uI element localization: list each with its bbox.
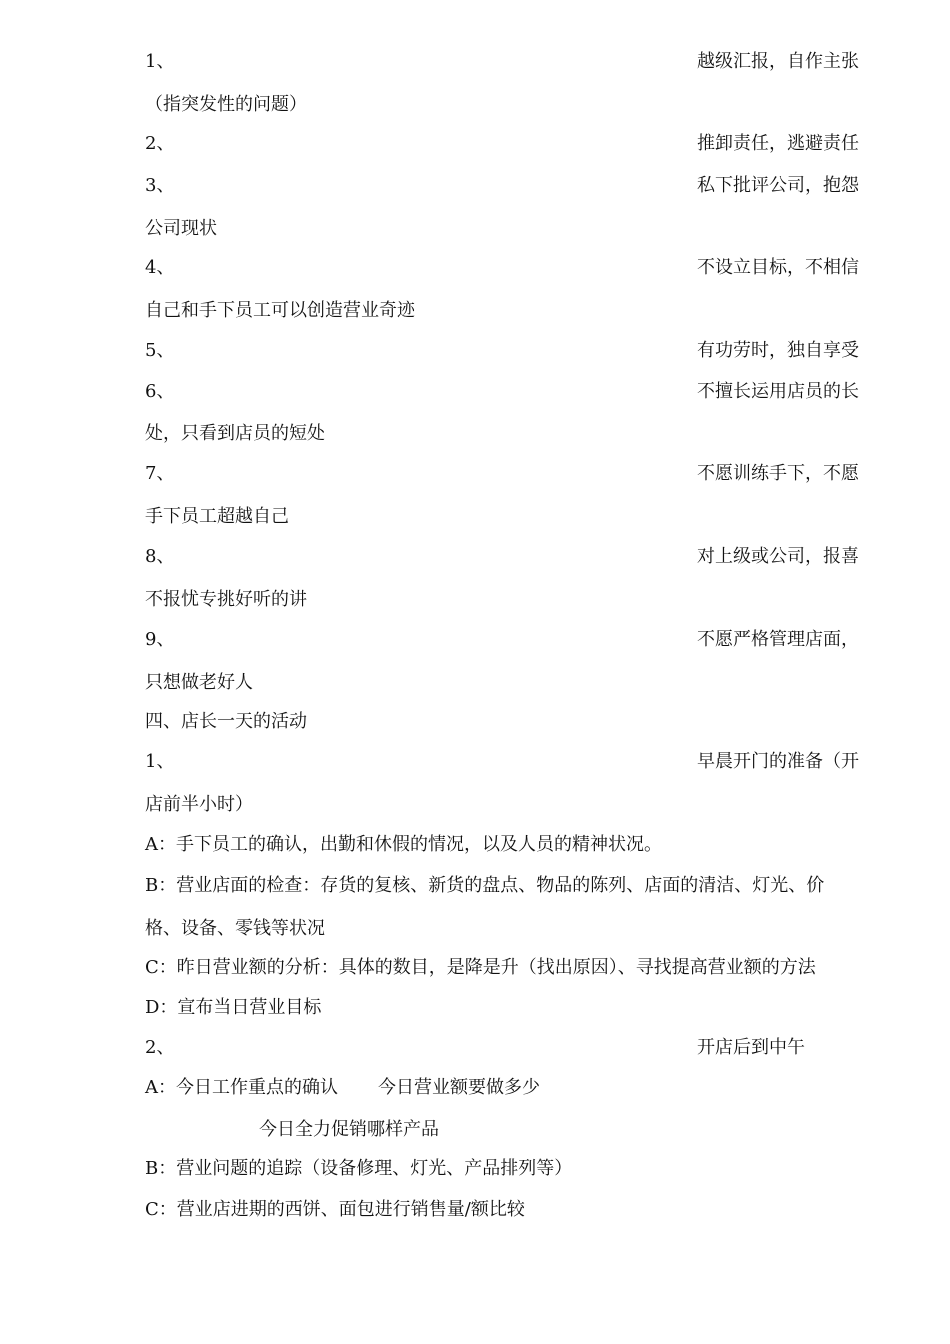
item-1-continuation (0, 92, 950, 118)
item-2 (0, 131, 950, 157)
item-text-cont: 只想做老好人 (145, 672, 253, 693)
point-text: B：营业店面的检查：存货的复核、新货的盘点、物品的陈列、店面的清洁、灯光、价 (145, 875, 825, 896)
section-title: 四、店长一天的活动 (145, 711, 307, 732)
point-1b (0, 873, 950, 899)
item-text-cont: 自己和手下员工可以创造营业奇迹 (145, 300, 415, 321)
item-text-cont: 公司现状 (145, 218, 217, 239)
item-7-continuation (0, 504, 950, 530)
point-text: D：宣布当日营业目标 (145, 997, 322, 1018)
item-text: 对上级或公司，报喜 (697, 546, 859, 567)
point-text: B：营业问题的追踪（设备修理、灯光、产品排列等） (145, 1158, 573, 1179)
item-number: 5、 (145, 340, 175, 361)
point-2c (0, 1197, 950, 1223)
item-number: 8、 (145, 546, 175, 567)
item-text: 越级汇报，自作主张 (697, 51, 859, 72)
item-text: 不愿严格管理店面， (697, 629, 859, 650)
point-1b-continuation (0, 916, 950, 942)
item-number: 9、 (145, 629, 175, 650)
point-1a (0, 832, 950, 858)
item-number: 7、 (145, 463, 175, 484)
item-8 (0, 544, 950, 570)
item-5 (0, 338, 950, 364)
item-text: 推卸责任，逃避责任 (697, 133, 859, 154)
item-number: 1、 (145, 51, 175, 72)
sub-text-cont: 店前半小时） (145, 794, 253, 815)
item-text: 不擅长运用店员的长 (697, 381, 859, 402)
section-heading (0, 709, 950, 735)
item-text-cont: （指突发性的问题） (145, 94, 307, 115)
item-text-cont: 手下员工超越自己 (145, 506, 289, 527)
item-text: 私下批评公司，抱怨 (697, 175, 859, 196)
item-1 (0, 49, 950, 75)
item-8-continuation (0, 587, 950, 613)
sub-item-1 (0, 749, 950, 775)
item-text: 不愿训练手下，不愿 (697, 463, 859, 484)
item-text: 有功劳时，独自享受 (697, 340, 859, 361)
item-3 (0, 173, 950, 199)
item-number: 4、 (145, 257, 175, 278)
sub-text: 开店后到中午 (697, 1037, 805, 1058)
item-number: 3、 (145, 175, 175, 196)
point-2a-continuation (0, 1117, 950, 1143)
point-1c (0, 955, 950, 981)
sub-item-1-continuation (0, 792, 950, 818)
item-number: 2、 (145, 133, 175, 154)
item-text: 不设立目标，不相信 (697, 257, 859, 278)
point-text-cont: 格、设备、零钱等状况 (145, 918, 325, 939)
item-4 (0, 255, 950, 281)
item-4-continuation (0, 298, 950, 324)
sub-item-2 (0, 1035, 950, 1061)
item-number: 6、 (145, 381, 175, 402)
item-6-continuation (0, 421, 950, 447)
point-subitem: 今日全力促销哪样产品 (259, 1119, 439, 1140)
sub-number: 1、 (145, 751, 175, 772)
point-2a (0, 1075, 950, 1101)
point-2b (0, 1156, 950, 1182)
point-label: A：今日工作重点的确认 (145, 1077, 338, 1098)
point-text: A：手下员工的确认，出勤和休假的情况，以及人员的精神状况。 (145, 834, 662, 855)
item-9-continuation (0, 670, 950, 696)
point-text: C：昨日营业额的分析：具体的数目，是降是升（找出原因）、寻找提高营业额的方法 (145, 957, 816, 978)
item-9 (0, 627, 950, 653)
point-subitem: 今日营业额要做多少 (378, 1077, 540, 1098)
item-text-cont: 处，只看到店员的短处 (145, 423, 325, 444)
item-7 (0, 461, 950, 487)
point-1d (0, 995, 950, 1021)
sub-number: 2、 (145, 1037, 175, 1058)
item-6 (0, 379, 950, 405)
sub-text: 早晨开门的准备（开 (697, 751, 859, 772)
point-text: C：营业店进期的西饼、面包进行销售量/额比较 (145, 1199, 525, 1220)
item-3-continuation (0, 216, 950, 242)
item-text-cont: 不报忧专挑好听的讲 (145, 589, 307, 610)
